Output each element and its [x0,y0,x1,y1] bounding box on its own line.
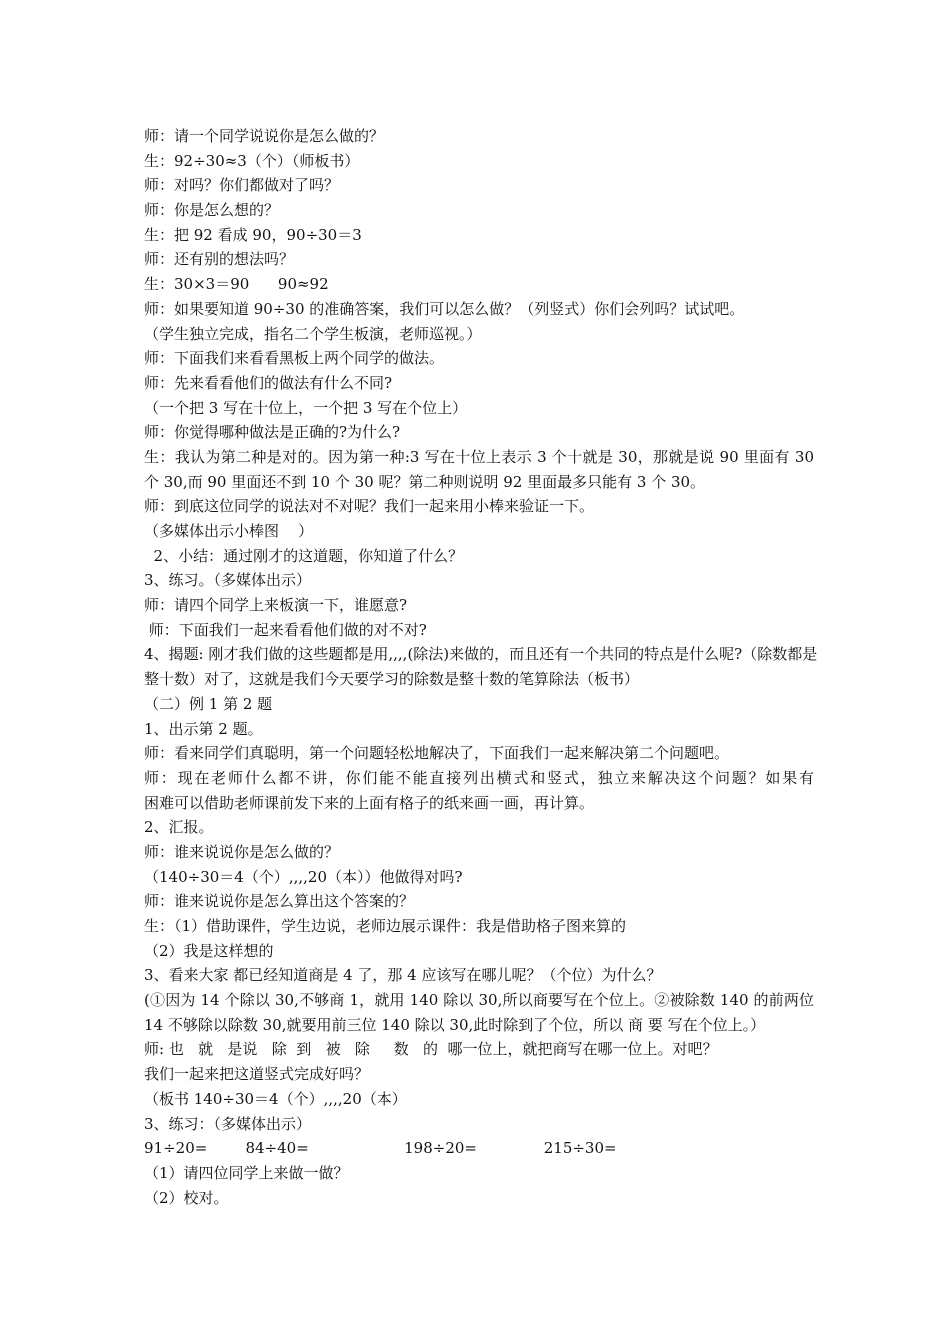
text-line: 师：你是怎么想的？ [144,201,280,220]
text-line: 师：还有别的想法吗？ [144,250,295,269]
text-line: 3、练习。（多媒体出示） [144,571,312,590]
text-line: （板书 140÷30＝4（个）,,,,20（本） [144,1089,407,1108]
text-line: （学生独立完成，指名二个学生板演，老师巡视。） [144,324,482,343]
text-line: 师：请一个同学说说你是怎么做的？ [144,127,385,145]
text-line: 14 不够除以除数 30,就要用前三位 140 除以 30,此时除到了个位，所以 商 要 写在个位上。） [144,1015,766,1034]
text-line: 师：到底这位同学的说法对不对呢？我们一起来用小棒来验证一下。 [144,497,595,516]
text-line: 生：（1）借助课件，学生边说，老师边展示课件：我是借助格子图来算的 [144,917,627,935]
text-line: 师：下面我们一起来看看他们做的对不对? [144,620,427,639]
text-line: 师：现在老师什么都不讲，你们能不能直接列出横式和竖式，独立来解决这个问题？如果有 [144,768,814,787]
text-line: 师：如果要知道 90÷30 的准确答案，我们可以怎么做？（列竖式）你们会列吗？试试吧。 [144,299,745,318]
text-line: （2）我是这样想的 [144,941,274,960]
text-line: 91÷20= 84÷40= 198÷20= 215÷30= [144,1139,617,1158]
text-line: 师: 也 就 是说 除 到 被 除 数 的 哪一位上，就把商写在哪一位上。对吧？ [144,1040,718,1059]
text-line: 整十数）对了，这就是我们今天要学习的除数是整十数的笔算除法（板书） [144,670,640,689]
text-line: 3、看来大家 都已经知道商是 4 了，那 4 应该写在哪儿呢？（个位）为什么？ [144,966,662,985]
text-line: （1）请四位同学上来做一做？ [144,1163,349,1182]
text-line: 1、出示第 2 题。 [144,719,263,738]
text-line: 2、小结：通过刚才的这道题，你知道了什么？ [144,546,464,565]
text-line: （140÷30＝4（个）,,,,20（本））他做得对吗? [144,867,463,886]
text-line: 生：把 92 看成 90，90÷30＝3 [144,225,362,244]
text-line: 生：30×3＝90 90≈92 [144,275,329,294]
text-line: 个 30,而 90 里面还不到 10 个 30 呢？第二种则说明 92 里面最多只能有 3 个 30。 [144,472,706,491]
text-line: 师：你觉得哪种做法是正确的?为什么? [144,423,401,442]
text-line: 师：谁来说说你是怎么做的？ [144,842,340,861]
text-line: 师：先来看看他们的做法有什么不同? [144,373,393,392]
text-line: 师：下面我们来看看黑板上两个同学的做法。 [144,349,445,368]
text-line: 师：请四个同学上来板演一下，谁愿意? [144,596,408,615]
text-line: （多媒体出示小棒图 ） [144,522,314,540]
text-line: 生：92÷30≈3（个）（师板书） [144,151,360,170]
text-line: 师：对吗？你们都做对了吗？ [144,176,340,195]
document-page [144,124,818,1210]
text-line: 生：我认为第二种是对的。因为第一种:3 写在十位上表示 3 个十就是 30，那就是说 90 里面有 30 [144,447,814,466]
text-line: 2、汇报。 [144,818,214,837]
text-line: 师：看来同学们真聪明，第一个问题轻松地解决了，下面我们一起来解决第二个问题吧。 [144,744,730,763]
text-line: 师：谁来说说你是怎么算出这个答案的？ [144,892,415,911]
text-line: (①因为 14 个除以 30,不够商 1，就用 140 除以 30,所以商要写在个位上。②被除数 140 的前两位 [144,991,814,1010]
text-line: （一个把 3 写在十位上，一个把 3 写在个位上） [144,398,468,417]
text-line: （2）校对。 [144,1188,229,1207]
text-line: （二）例 1 第 2 题 [144,694,273,713]
text-line: 我们一起来把这道竖式完成好吗？ [144,1065,370,1084]
text-line: 困难可以借助老师课前发下来的上面有格子的纸来画一画，再计算。 [144,793,595,812]
text-line: 3、练习：（多媒体出示） [144,1114,312,1133]
text-line: 4、揭题: 刚才我们做的这些题都是用,,,,(除法)来做的，而且还有一个共同的特点是什么呢?（除数都是 [144,645,818,664]
